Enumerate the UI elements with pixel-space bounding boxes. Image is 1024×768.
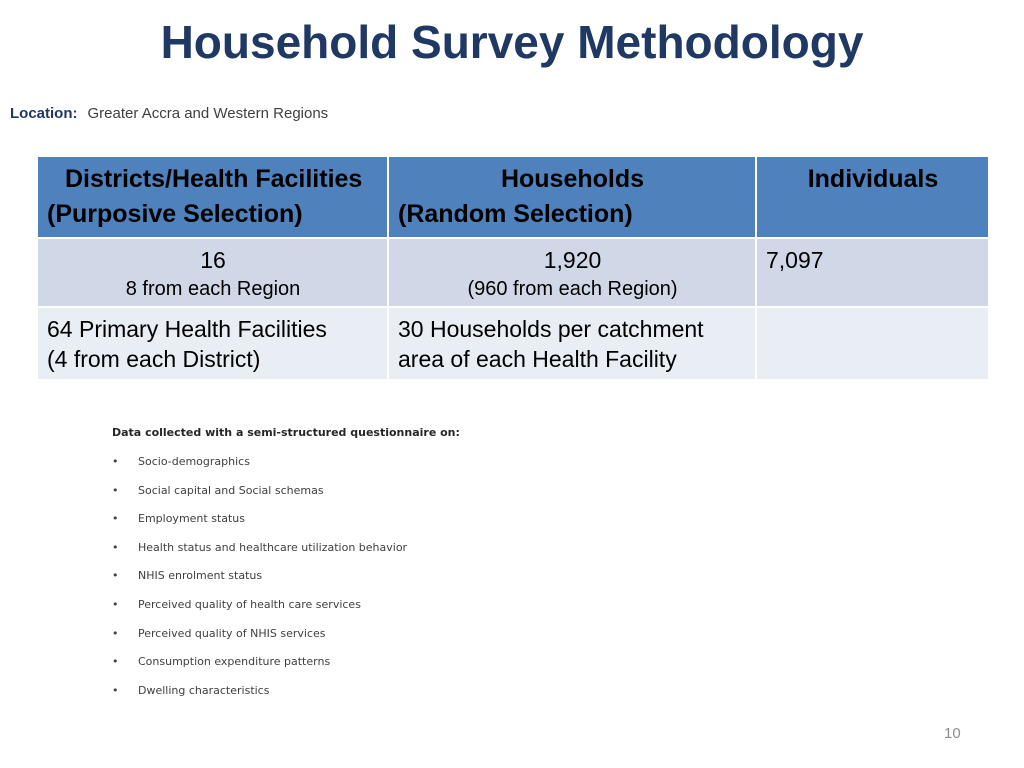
table-cell-districts-count xyxy=(37,238,388,307)
survey-sampling-table xyxy=(36,155,990,381)
header-individuals-title: Individuals xyxy=(807,165,939,193)
table-header-row xyxy=(37,156,989,238)
list-item-text: Socio-demographics xyxy=(138,454,250,468)
list-item xyxy=(112,471,460,500)
table-cell-empty xyxy=(756,307,989,380)
households-count-note: (960 from each Region) xyxy=(467,278,678,300)
header-households-subtitle: (Random Selection) xyxy=(398,200,633,228)
data-collection-list xyxy=(112,442,460,700)
bullet-icon: • xyxy=(112,569,119,583)
list-item xyxy=(112,500,460,529)
facilities-count-note: (4 from each District) xyxy=(47,346,261,372)
list-item-text: NHIS enrolment status xyxy=(138,569,263,583)
facilities-count: 64 Primary Health Facilities xyxy=(47,316,327,342)
bullet-icon: • xyxy=(112,483,119,497)
list-item xyxy=(112,442,460,471)
list-item-text: Dwelling characteristics xyxy=(138,683,270,697)
list-item-text: Social capital and Social schemas xyxy=(138,483,324,497)
list-item-text: Consumption expenditure patterns xyxy=(138,655,331,669)
households-count: 1,920 xyxy=(543,247,602,273)
header-districts-subtitle: (Purposive Selection) xyxy=(47,200,303,228)
bullet-icon: • xyxy=(112,683,119,697)
table-row xyxy=(37,238,989,307)
page-number: 10 xyxy=(944,725,961,742)
bullet-icon: • xyxy=(112,540,119,554)
list-item-text: Perceived quality of health care services xyxy=(138,597,361,611)
bullet-icon: • xyxy=(112,655,119,669)
bullet-icon: • xyxy=(112,597,119,611)
header-districts-title: Districts/Health Facilities xyxy=(65,165,363,193)
location-label: Location: xyxy=(10,105,78,122)
list-item-text: Health status and healthcare utilization behavior xyxy=(138,540,408,554)
location-line xyxy=(10,104,328,124)
list-item xyxy=(112,671,460,700)
slide-title: Household Survey Methodology xyxy=(160,16,864,68)
households-per-facility: 30 Households per catchment xyxy=(398,316,704,342)
bullet-icon: • xyxy=(112,626,119,640)
households-per-facility-note: area of each Health Facility xyxy=(398,346,677,372)
list-item-text: Employment status xyxy=(138,512,246,526)
data-collection-section xyxy=(112,424,460,700)
list-item xyxy=(112,585,460,614)
list-item xyxy=(112,528,460,557)
individuals-count: 7,097 xyxy=(766,247,824,273)
list-item xyxy=(112,557,460,586)
header-households-title: Households xyxy=(500,165,645,193)
table-cell-individuals-count xyxy=(756,238,989,307)
header-districts xyxy=(37,156,388,238)
location-value: Greater Accra and Western Regions xyxy=(87,105,329,122)
list-item-text: Perceived quality of NHIS services xyxy=(138,626,326,640)
districts-count: 16 xyxy=(200,247,226,273)
table-cell-households-per-facility xyxy=(388,307,756,380)
table-cell-facilities xyxy=(37,307,388,380)
table-row xyxy=(37,307,989,380)
data-collection-heading: Data collected with a semi-structured questionnaire on: xyxy=(112,426,460,439)
bullet-icon: • xyxy=(112,512,119,526)
list-item xyxy=(112,643,460,672)
list-item xyxy=(112,614,460,643)
districts-count-note: 8 from each Region xyxy=(125,278,301,300)
bullet-icon: • xyxy=(112,454,119,468)
table-cell-households-count xyxy=(388,238,756,307)
header-individuals xyxy=(756,156,989,238)
header-households xyxy=(388,156,756,238)
